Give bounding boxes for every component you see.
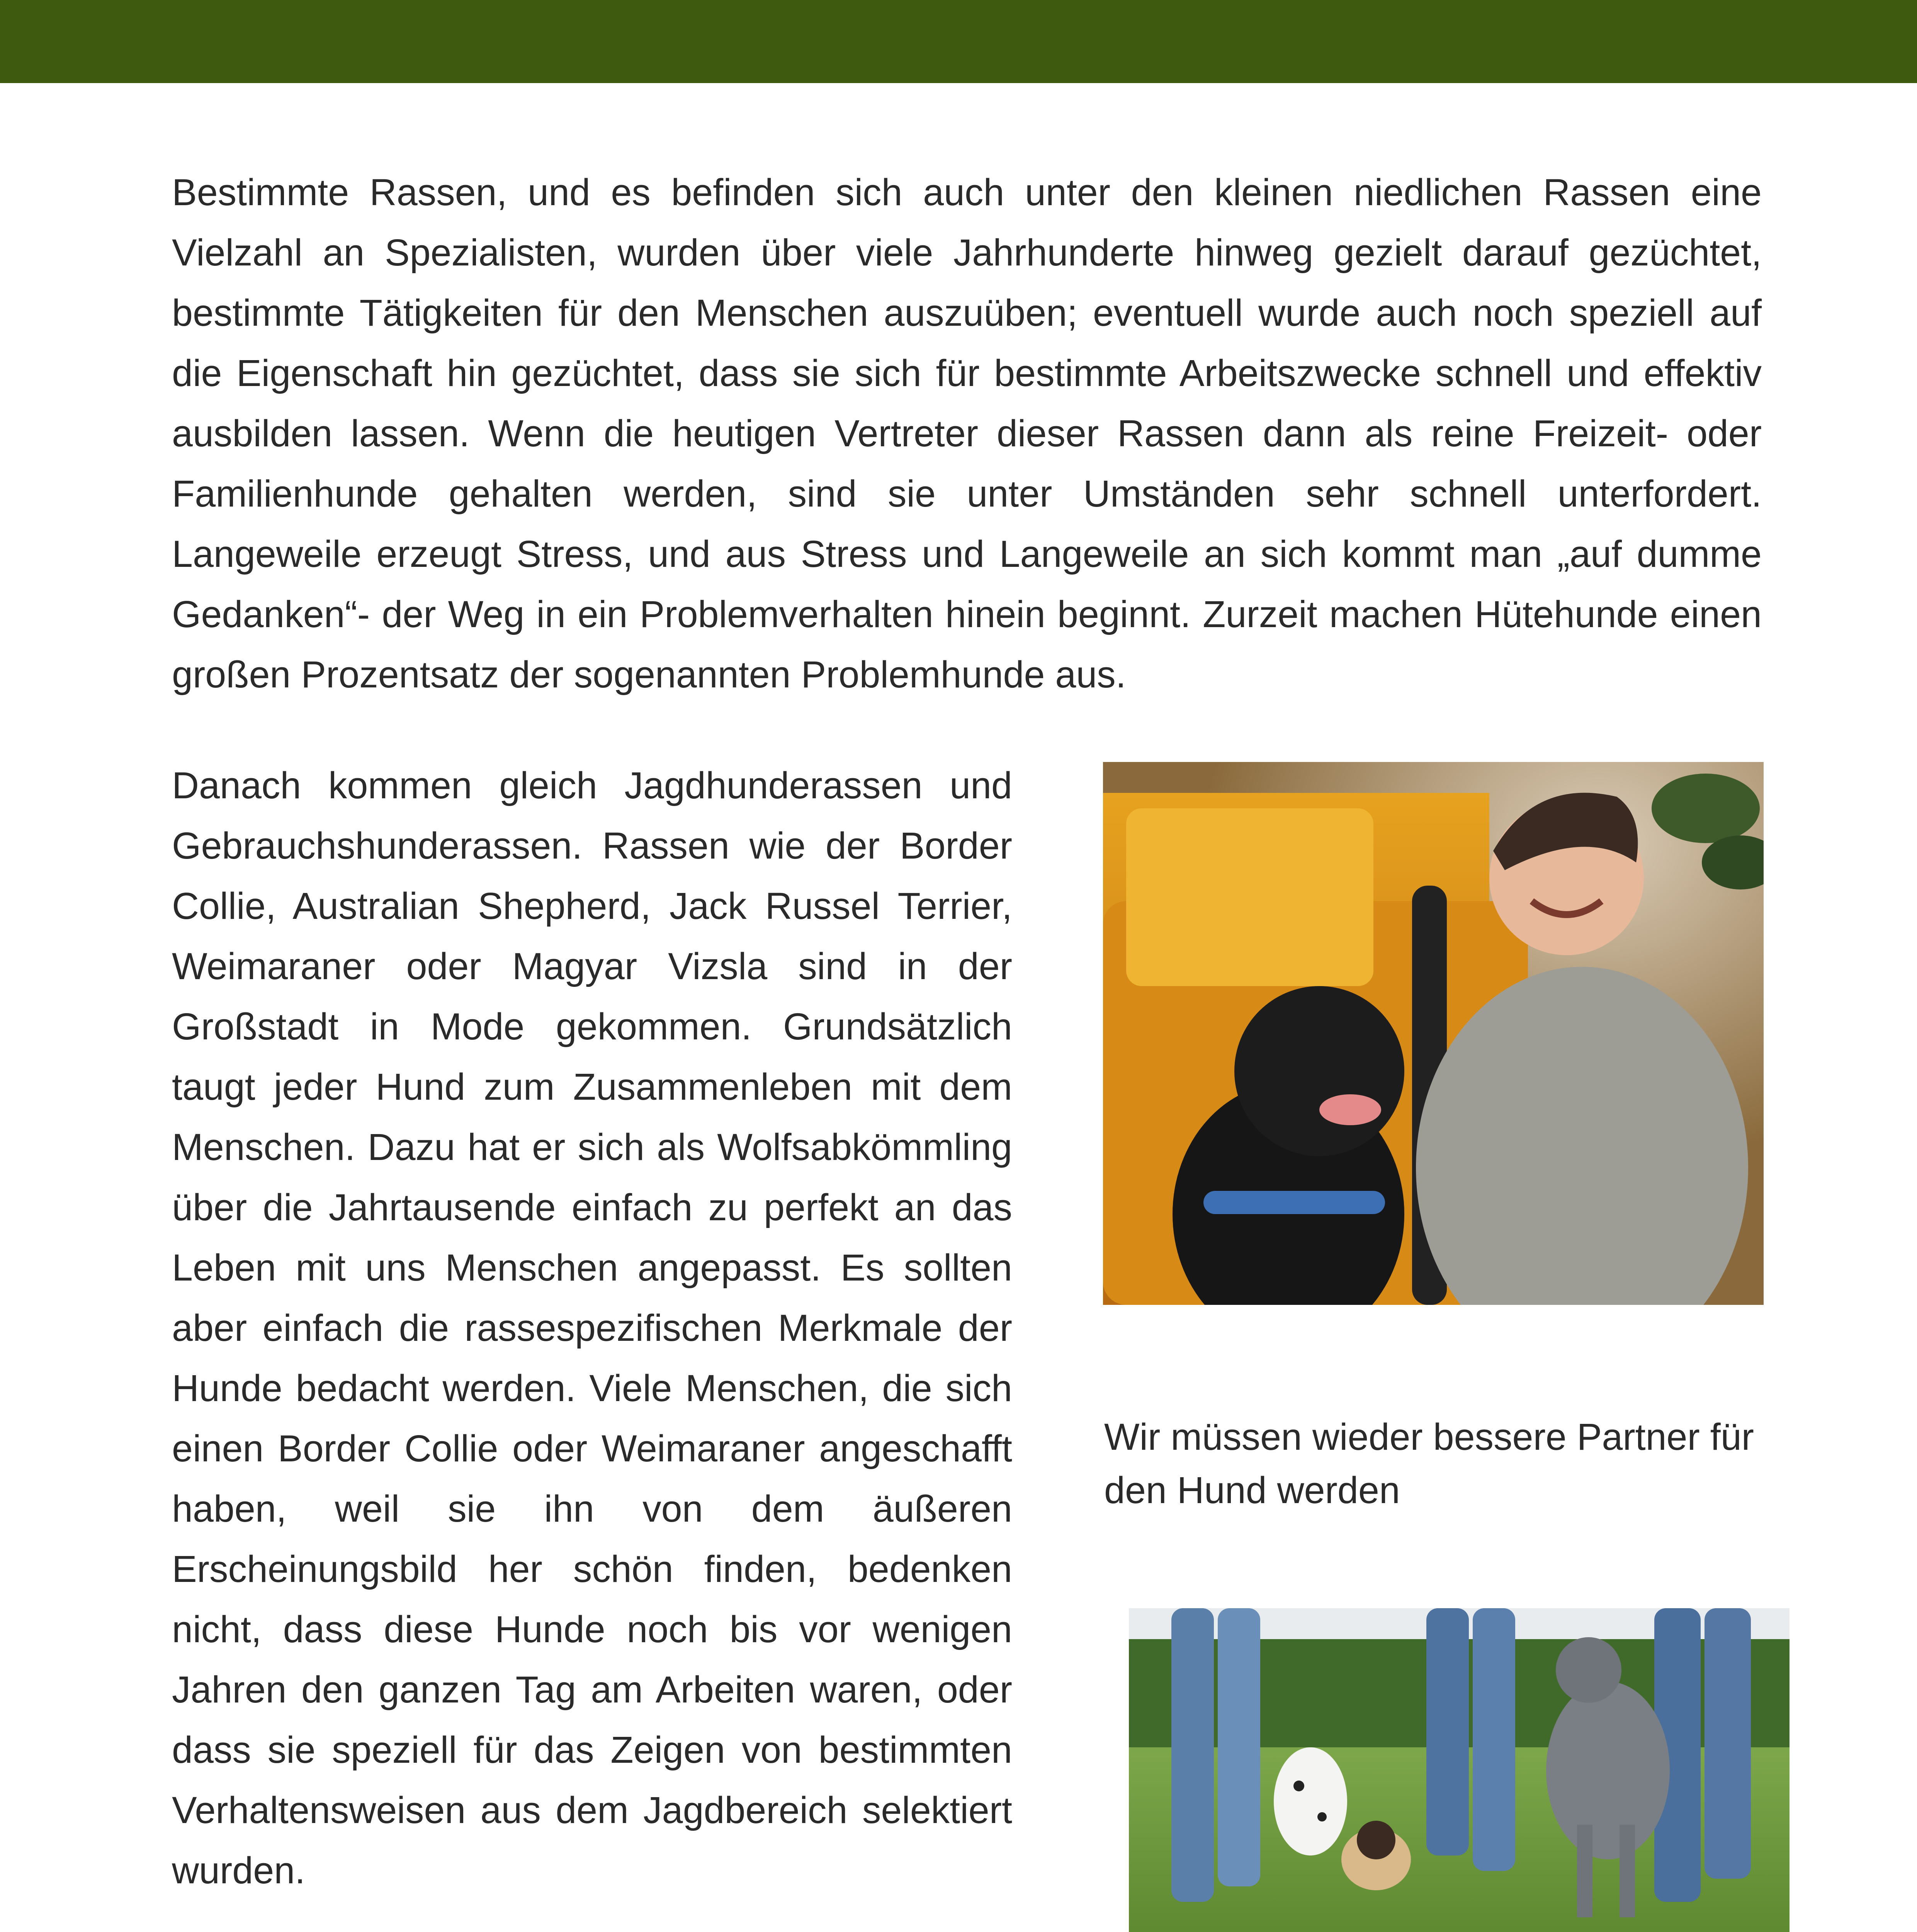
paragraph-intro: Bestimmte Rassen, und es befinden sich auch unter den kleinen niedlichen Rassen eine Vielzahl an Spezialisten, wurden über viele Jahrhunderte hinweg gezielt darauf gezüchtet, bestimmte Tätigkeiten für den Menschen auszuüben; eventuell wurde auch noch speziell auf die Eigenschaft hin gezüchtet, dass sie sich für bestimmte Arbeitszwecke schnell und effektiv ausbilden lassen. Wenn die heutigen Vertreter dieser Rassen dann als reine Freizeit- oder Familienhunde gehalten werden, sind sie unter Umständen sehr schnell unterfordert. Langeweile erzeugt Stress, und aus Stress und Langeweile an sich kommt man „auf dumme Gedanken“- der Weg in ein Problemverhalten hinein beginnt. Zurzeit machen Hütehunde einen großen Prozentsatz der sogenannten Problemhunde aus.: [172, 171, 1762, 696]
boy-with-black-dog-photo: [1103, 762, 1764, 1305]
header-bar: [0, 0, 1917, 83]
people-walking-dogs-photo: [1129, 1608, 1790, 1932]
photo-caption: Wir müssen wieder bessere Partner für den Hund werden: [1104, 1416, 1754, 1511]
paragraph-breeds: Danach kommen gleich Jagdhunderassen und Gebrauchshunderassen. Rassen wie der Border Collie, Australian Shepherd, Jack Russel Terrier, Weimaraner oder Magyar Vizsla sind in der Großstadt in Mode gekommen. Grundsätzlich taugt jeder Hund zum Zusammenleben mit dem Menschen. Dazu hat er sich als Wolfsabkömmling über die Jahrtausende einfach zu perfekt an das Leben mit uns Menschen angepasst. Es sollten aber einfach die rassespezifischen Merkmale der Hunde bedacht werden. Viele Menschen, die sich einen Border Collie oder Weimaraner angeschafft haben, weil sie ihn von dem äußeren Erscheinungsbild her schön finden, bedenken nicht, dass diese Hunde noch bis vor wenigen Jahren den ganzen Tag am Arbeiten waren, oder dass sie speziell für das Zeigen von bestimmten Verhaltensweisen aus dem Jagdbereich selektiert wurden.: [172, 764, 1012, 1891]
